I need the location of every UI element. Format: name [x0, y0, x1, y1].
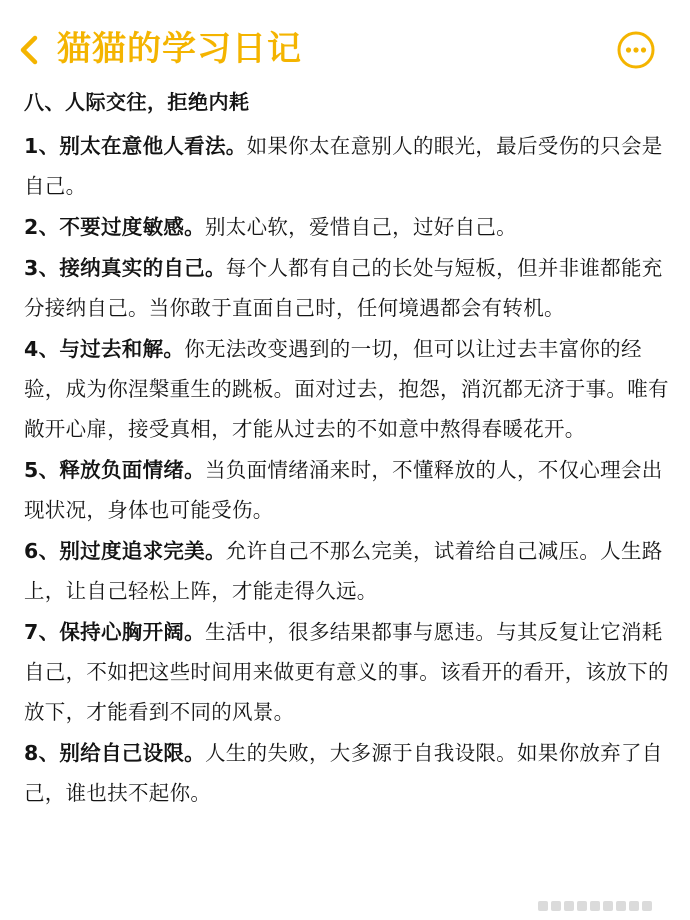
- list-item: [24, 531, 672, 611]
- item-lead: 与过去和解。: [59, 337, 185, 361]
- list-item: [24, 612, 672, 732]
- item-lead: 别太在意他人看法。: [59, 134, 247, 158]
- page-title: 猫猫的学习日记: [57, 29, 302, 69]
- list-item: [24, 248, 672, 328]
- item-text: 你无法改变遇到的一切，但可以让过去丰富你的经验，成为你涅槃重生的跳板。面对过去，抱怨，消沉都无济于事。唯有敞开心扉，接受真相，才能从过去的不如意中熬得春暖花开。: [24, 337, 669, 441]
- article-body: [24, 86, 672, 814]
- item-text: 生活中，很多结果都事与愿违。与其反复让它消耗自己，不如把这些时间用来做更有意义的事。该看开的看开，该放下的放下，才能看到不同的风景。: [24, 620, 669, 724]
- list-item: [24, 207, 672, 247]
- list-item: [24, 329, 672, 449]
- item-number: 4、: [24, 337, 60, 361]
- item-lead: 别过度追求完美。: [59, 539, 226, 563]
- list-item: [24, 126, 672, 206]
- item-lead: 保持心胸开阔。: [59, 620, 205, 644]
- more-button[interactable]: [616, 30, 656, 70]
- item-number: 1、: [24, 134, 60, 158]
- list-item: [24, 450, 672, 530]
- more-horizontal-icon: [616, 30, 656, 70]
- watermark: [538, 896, 678, 912]
- section-heading: 八、人际交往，拒绝内耗: [24, 90, 250, 114]
- chevron-left-icon: [10, 30, 50, 70]
- item-lead: 不要过度敏感。: [59, 215, 205, 239]
- item-text: 如果你太在意别人的眼光，最后受伤的只会是自己。: [24, 134, 663, 198]
- item-lead: 别给自己设限。: [59, 741, 205, 765]
- item-text: 允许自己不那么完美，试着给自己减压。人生路上，让自己轻松上阵，才能走得久远。: [24, 539, 663, 603]
- app-header: [0, 14, 690, 88]
- item-number: 7、: [24, 620, 60, 644]
- item-text: 别太心软，爱惜自己，过好自己。: [204, 215, 517, 239]
- item-number: 2、: [24, 215, 60, 239]
- back-button[interactable]: [10, 30, 50, 70]
- item-number: 6、: [24, 539, 60, 563]
- list-item: [24, 733, 672, 813]
- item-number: 5、: [24, 458, 60, 482]
- item-text: 人生的失败，大多源于自我设限。如果你放弃了自己，谁也扶不起你。: [24, 741, 663, 805]
- item-lead: 释放负面情绪。: [59, 458, 205, 482]
- item-number: 3、: [24, 256, 60, 280]
- item-text: 每个人都有自己的长处与短板，但并非谁都能充分接纳自己。当你敢于直面自己时，任何境遇都会有转机。: [24, 256, 663, 320]
- item-number: 8、: [24, 741, 60, 765]
- item-text: 当负面情绪涌来时，不懂释放的人，不仅心理会出现状况，身体也可能受伤。: [24, 458, 663, 522]
- item-lead: 接纳真实的自己。: [59, 256, 226, 280]
